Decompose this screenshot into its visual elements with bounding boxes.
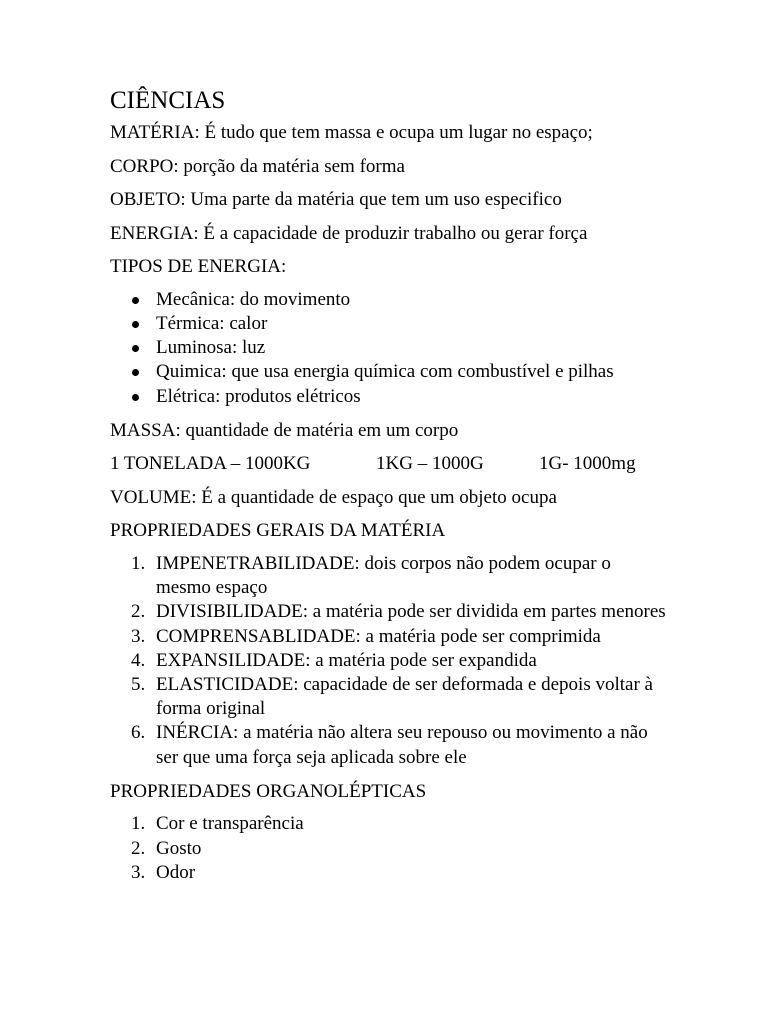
list-item-number: 6. xyxy=(131,722,146,744)
list-item-text: DIVISIBILIDADE: a matéria pode ser dividida em partes menores xyxy=(156,601,666,623)
list-item xyxy=(110,812,670,836)
document-page xyxy=(110,86,670,896)
list-item xyxy=(110,312,670,336)
unit-conversions xyxy=(110,453,670,475)
list-item xyxy=(110,649,670,673)
general-properties-heading: PROPRIEDADES GERAIS DA MATÉRIA xyxy=(110,520,446,542)
list-item-text: ELASTICIDADE: capacidade de ser deformada e depois voltar à forma original xyxy=(156,674,653,720)
list-item-text: IMPENETRABILIDADE: dois corpos não podem ocupar o mesmo espaço xyxy=(156,552,611,599)
page-title: CIÊNCIAS xyxy=(110,87,226,114)
definition-volume: VOLUME: É a quantidade de espaço que um objeto ocupa xyxy=(110,486,557,508)
list-item-number: 3. xyxy=(131,625,146,647)
list-item xyxy=(110,288,670,312)
definition-massa: MASSA: quantidade de matéria em um corpo xyxy=(110,419,459,441)
list-item-number: 2. xyxy=(131,601,146,623)
list-item-number: 5. xyxy=(131,674,146,695)
definition-materia: MATÉRIA: É tudo que tem massa e ocupa um lugar no espaço; xyxy=(110,122,593,143)
general-properties-list xyxy=(110,552,670,770)
conversion-kg-g: 1KG – 1000G xyxy=(376,453,484,475)
list-item-text: EXPANSILIDADE: a matéria pode ser expandida xyxy=(156,649,537,671)
list-item-text: Cor e transparência xyxy=(156,813,304,835)
list-item-number: 2. xyxy=(131,837,146,859)
list-item xyxy=(110,552,670,600)
bullet-icon xyxy=(132,394,139,401)
list-item-number: 4. xyxy=(131,649,146,671)
list-item-text: Gosto xyxy=(156,837,202,859)
list-item xyxy=(110,673,670,721)
list-item-text: Quimica: que usa energia química com combustível e pilhas xyxy=(156,361,614,383)
list-item-text: Luminosa: luz xyxy=(156,337,266,359)
list-item xyxy=(110,837,670,861)
definition-energia: ENERGIA: É a capacidade de produzir trabalho ou gerar força xyxy=(110,222,588,244)
bullet-icon xyxy=(132,297,139,304)
list-item-number: 3. xyxy=(131,861,146,883)
definition-objeto: OBJETO: Uma parte da matéria que tem um uso especifico xyxy=(110,189,562,210)
list-item-text: Térmica: calor xyxy=(156,312,268,334)
list-item-text: Mecânica: do movimento xyxy=(156,288,351,310)
list-item-text: COMPRENSABLIDADE: a matéria pode ser comprimida xyxy=(156,625,601,647)
organoleptic-properties-list xyxy=(110,812,670,885)
list-item-number: 1. xyxy=(131,813,146,835)
organoleptic-properties-heading: PROPRIEDADES ORGANOLÉPTICAS xyxy=(110,780,427,802)
bullet-icon xyxy=(132,345,139,352)
list-item xyxy=(110,336,670,360)
bullet-icon xyxy=(132,321,139,328)
list-item xyxy=(110,625,670,649)
conversion-g-mg: 1G- 1000mg xyxy=(539,453,636,475)
conversion-ton-kg: 1 TONELADA – 1000KG xyxy=(110,453,311,475)
list-item xyxy=(110,600,670,624)
energy-types-heading: TIPOS DE ENERGIA: xyxy=(110,256,287,277)
list-item xyxy=(110,861,670,885)
energy-types-list xyxy=(110,288,670,409)
list-item-text: INÉRCIA: a matéria não altera seu repouso ou movimento a não ser que uma força seja aplicada sobre ele xyxy=(156,722,648,768)
list-item-text: Elétrica: produtos elétricos xyxy=(156,385,361,407)
list-item-text: Odor xyxy=(156,861,196,883)
list-item xyxy=(110,360,670,384)
list-item xyxy=(110,721,670,769)
list-item-number: 1. xyxy=(131,552,146,574)
bullet-icon xyxy=(132,369,139,376)
definition-corpo: CORPO: porção da matéria sem forma xyxy=(110,155,405,177)
list-item xyxy=(110,385,670,409)
